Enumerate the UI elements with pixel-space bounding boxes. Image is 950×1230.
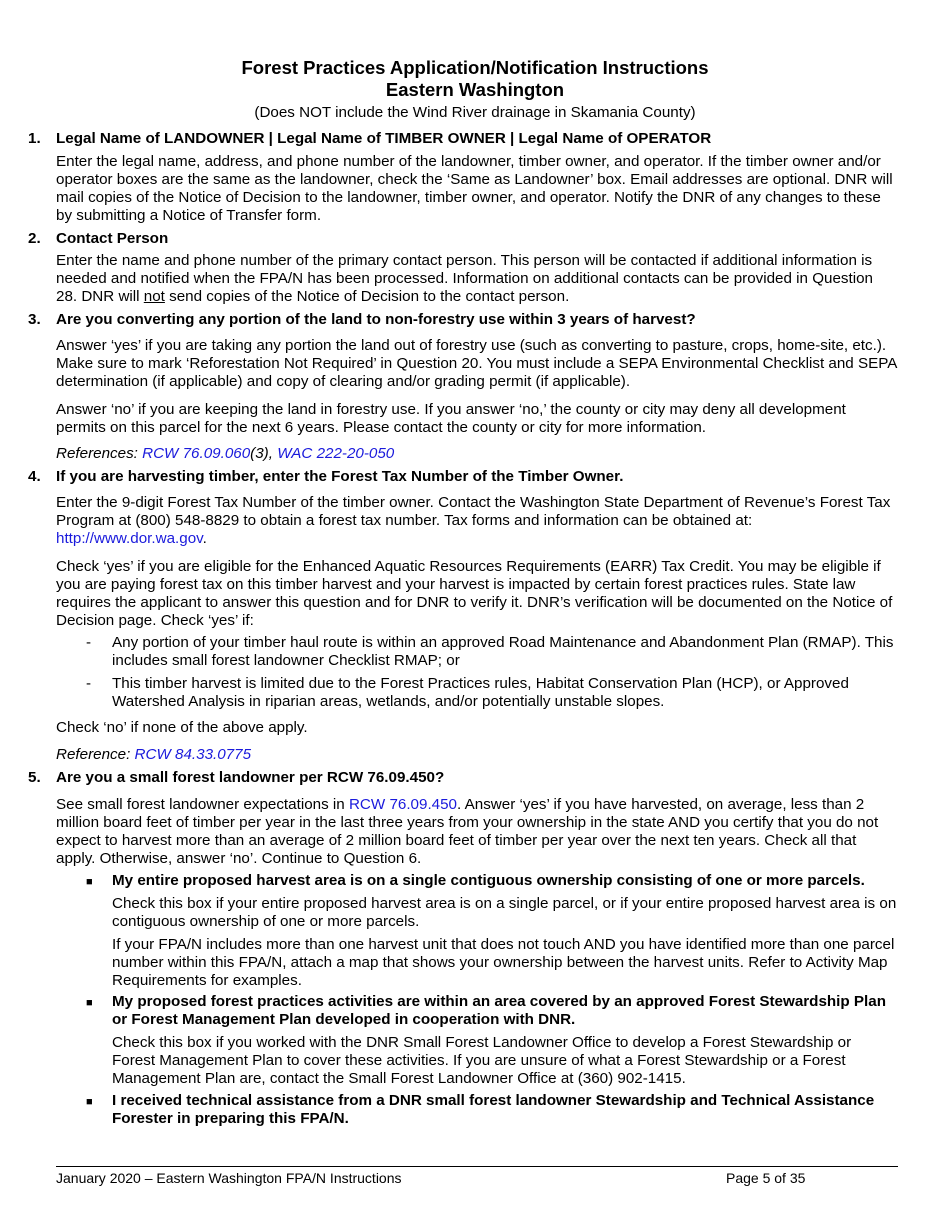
question-1-body: Enter the legal name, address, and phone number of the landowner, timber owner, and operator. If the timber owner and/or operator boxes are the same as the landowner, check the ‘Same as Landowner’ box. Email addresses are optional. DNR will mail copies of the Notice of Decision to the landowner, timber owner, and operator. Notify the DNR of any changes to these by submitting a Notice of Transfer form.	[56, 153, 893, 224]
item-1-para1: Check this box if your entire proposed harvest area is on a single parcel, or if your entire proposed harvest area is on contiguous ownership of one or more parcels.	[112, 895, 897, 930]
square-bullet-icon: ■	[86, 1096, 93, 1108]
question-5-heading: 5. Are you a small forest landowner per RCW 76.09.450?	[28, 769, 445, 786]
question-5-intro: See small forest landowner expectations in RCW 76.09.450. Answer ‘yes’ if you have harvested, on average, less than 2 million board feet of timber per year in the last three years from your ownership in the state AND you certify that you do not expect to harvest more than an average of 2 million board feet of timber per year over the next ten years. Check all that apply. Otherwise, answer ‘no’. Continue to Question 6.	[56, 796, 879, 867]
bullet-marker: -	[86, 675, 92, 692]
item-2-para1: Check this box if you worked with the DNR Small Forest Landowner Office to develop a Forest Stewardship or Forest Management Plan to cover these activities. If you are unsure of what a Forest Stewardship or a Forest Management Plan are, contact the Small Forest Landowner Office at (360) 902-1415.	[112, 1034, 852, 1087]
question-4-heading: 4. If you are harvesting timber, enter the Forest Tax Number of the Timber Owner.	[28, 468, 624, 485]
rcw-76-09-450-link[interactable]: RCW 76.09.450	[348, 796, 458, 813]
footer-divider	[56, 1166, 898, 1167]
question-4-para2: Check ‘yes’ if you are eligible for the Enhanced Aquatic Resources Requirements (EARR) Tax Credit. You may be eligible if you are paying forest tax on this timber harvest and your harvest is impacted by certain forest practices rules. State law requires the applicant to answer this question and for DNR to verify it. DNR’s verification will be documented on the Notice of Decision page. Check ‘yes’ if:	[56, 558, 893, 629]
list-item: This timber harvest is limited due to the Forest Practices rules, Habitat Conservation Plan (HCP), or Approved Watershed Analysis in riparian areas, wetlands, and/or potentially unstable slopes.	[112, 675, 849, 710]
question-1-heading: 1. Legal Name of LANDOWNER | Legal Name of TIMBER OWNER | Legal Name of OPERATOR	[28, 130, 712, 147]
rcw-76-09-060-link[interactable]: RCW 76.09.060	[142, 445, 251, 462]
question-3-para2: Answer ‘no’ if you are keeping the land in forestry use. If you answer ‘no,’ the county or city may deny all development permits on this parcel for the next 6 years. Please contact the county or city for more information.	[56, 401, 846, 436]
wac-222-20-050-link[interactable]: WAC 222-20-050	[277, 445, 395, 462]
question-4-reference: Reference: RCW 84.33.0775	[56, 746, 252, 763]
question-4-para1: Enter the 9-digit Forest Tax Number of the timber owner. Contact the Washington State Department of Revenue’s Forest Tax Program at (800) 548-8829 to obtain a forest tax number. Tax forms and information can be obtained at: http://www.dor.wa.gov.	[56, 494, 891, 547]
item-1-para2: If your FPA/N includes more than one harvest unit that does not touch AND you have identified more than one parcel number within this FPA/N, attach a map that shows your ownership between the harvest units. Refer to Activity Map Requirements for examples.	[112, 936, 895, 989]
question-4-para3: Check ‘no’ if none of the above apply.	[56, 719, 308, 736]
dor-website-link[interactable]: http://www.dor.wa.gov	[56, 530, 203, 547]
item-1-heading: My entire proposed harvest area is on a single contiguous ownership consisting of one or more parcels.	[112, 872, 865, 889]
page-subtitle-region: Eastern Washington	[385, 79, 565, 100]
item-2-heading: My proposed forest practices activities are within an area covered by an approved Forest Stewardship Plan or Forest Management Plan developed in cooperation with DNR.	[112, 993, 886, 1028]
question-2-body: Enter the name and phone number of the primary contact person. This person will be contacted if additional information is needed and notified when the FPA/N has been processed. Information on additional contacts can be provided in Question 28. DNR will not send copies of the Notice of Decision to the contact person.	[56, 252, 874, 305]
footer-left: January 2020 – Eastern Washington FPA/N Instructions	[56, 1170, 402, 1186]
square-bullet-icon: ■	[86, 997, 93, 1009]
page-number: Page 5 of 35	[726, 1170, 806, 1186]
question-3-para1: Answer ‘yes’ if you are taking any portion the land out of forestry use (such as converting to pasture, crops, home-site, etc.). Make sure to mark ‘Reforestation Not Required’ in Question 20. You must include a SEPA Environmental Checklist and SEPA determination (if applicable) and copy of clearing and/or grading permit (if applicable).	[56, 337, 897, 390]
question-3-heading: 3. Are you converting any portion of the land to non-forestry use within 3 years of harvest?	[28, 311, 696, 328]
list-item: Any portion of your timber haul route is within an approved Road Maintenance and Abandonment Plan (RMAP). This includes small forest landowner Checklist RMAP; or	[112, 634, 894, 669]
question-3-references: References: RCW 76.09.060(3), WAC 222-20-050	[56, 445, 395, 462]
rcw-84-33-0775-link[interactable]: RCW 84.33.0775	[134, 746, 252, 763]
page-title: Forest Practices Application/Notification Instructions	[241, 57, 709, 78]
item-3-heading: I received technical assistance from a DNR small forest landowner Stewardship and Technical Assistance Forester in preparing this FPA/N.	[112, 1092, 875, 1127]
bullet-marker: -	[86, 634, 92, 651]
square-bullet-icon: ■	[86, 876, 93, 888]
page-note: (Does NOT include the Wind River drainage in Skamania County)	[254, 104, 696, 121]
question-2-heading: 2. Contact Person	[28, 230, 169, 247]
